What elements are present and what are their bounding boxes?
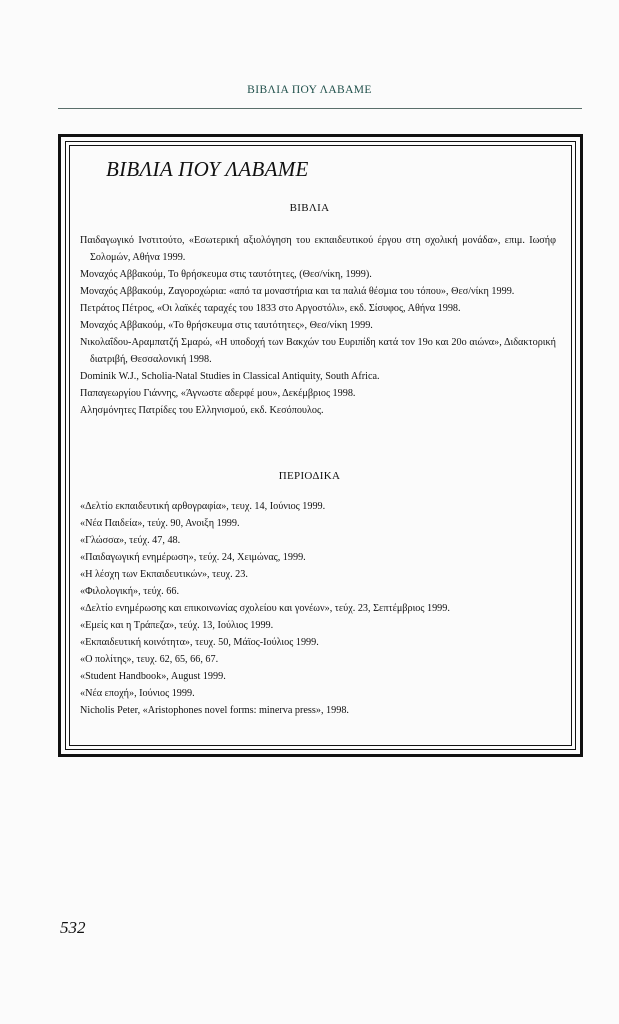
list-item: «Η λέσχη των Εκπαιδευτικών», τευχ. 23. — [80, 569, 248, 580]
list-item: Αλησμόνητες Πατρίδες του Ελληνισμού, εκδ. Κεσόπουλος. — [80, 405, 324, 416]
list-item: «Φιλολογική», τεύχ. 66. — [80, 586, 180, 597]
list-item: Παπαγεωργίου Γιάννης, «Άγνωστε αδερφέ μου», Δεκέμβριος 1998. — [80, 388, 356, 399]
page-number: 532 — [60, 918, 86, 937]
list-item: «Εκπαιδευτική κοινότητα», τευχ. 50, Μάϊος-Ιούλιος 1999. — [80, 637, 319, 648]
list-item: Μοναχός Αββακούμ, Ζαγοροχώρια: «από τα μοναστήρια και τα παλιά θέσμια του τόπου», Θεσ/νίκη 1999. — [80, 286, 515, 297]
list-item: Παιδαγωγικό Ινστιτούτο, «Εσωτερική αξιολόγηση του εκπαιδευτικού έργου στη σχολική μονάδα», επιμ. Ιωσήφ Σολομών, Αθήνα 1999. — [80, 235, 556, 263]
books-list — [80, 232, 556, 419]
list-item: Dominik W.J., Scholia-Natal Studies in Classical Antiquity, South Africa. — [80, 371, 380, 382]
list-item: «Δελτίο εκπαιδευτική αρθογραφία», τευχ. 14, Ιούνιος 1999. — [80, 501, 326, 512]
running-head: ΒΙΒΛΙΑ ΠΟΥ ΛΑΒΑΜΕ — [247, 84, 372, 96]
list-item: Μοναχός Αββακούμ, «Το θρήσκευμα στις ταυτότητες», Θεσ/νίκη 1999. — [80, 320, 373, 331]
periodicals-heading: ΠΕΡΙΟΔΙΚΑ — [278, 470, 341, 482]
list-item: «Ο πολίτης», τευχ. 62, 65, 66, 67. — [80, 654, 219, 665]
list-item: Νικολαΐδου-Αραμπατζή Σμαρώ, «Η υποδοχή των Βακχών του Ευριπίδη κατά τον 19ο και 20ο αιώνα», Διδακτορική διατριβή, Θεσσαλονική 1998. — [80, 337, 556, 365]
header-rule — [58, 108, 582, 109]
books-heading: ΒΙΒΛΙΑ — [289, 202, 330, 214]
list-item: «Νέα εποχή», Ιούνιος 1999. — [80, 688, 195, 699]
list-item: «Παιδαγωγική ενημέρωση», τεύχ. 24, Χειμώνας, 1999. — [80, 552, 306, 563]
list-item: Nicholis Peter, «Aristophones novel forms: minerva press», 1998. — [80, 705, 349, 716]
list-item: «Δελτίο ενημέρωσης και επικοινωνίας σχολείου και γονέων», τεύχ. 23, Σεπτέμβριος 1999. — [80, 603, 450, 614]
list-item: «Γλώσσα», τεύχ. 47, 48. — [80, 535, 181, 546]
periodicals-list — [80, 498, 556, 719]
box-title: ΒΙΒΛΙΑ ΠΟΥ ΛΑΒΑΜΕ — [106, 157, 309, 181]
list-item: Μοναχός Αββακούμ, Το θρήσκευμα στις ταυτότητες, (Θεσ/νίκη, 1999). — [80, 269, 372, 280]
list-item: «Student Handbook», August 1999. — [80, 671, 226, 682]
list-item: Πετράτος Πέτρος, «Οι λαϊκές ταραχές του 1833 στο Αργοστόλι», εκδ. Σίσυφος, Αθήνα 1998. — [80, 303, 461, 314]
list-item: «Εμείς και η Τράπεζα», τεύχ. 13, Ιούλιος 1999. — [80, 620, 274, 631]
list-item: «Νέα Παιδεία», τεύχ. 90, Ανοιξη 1999. — [80, 518, 240, 529]
